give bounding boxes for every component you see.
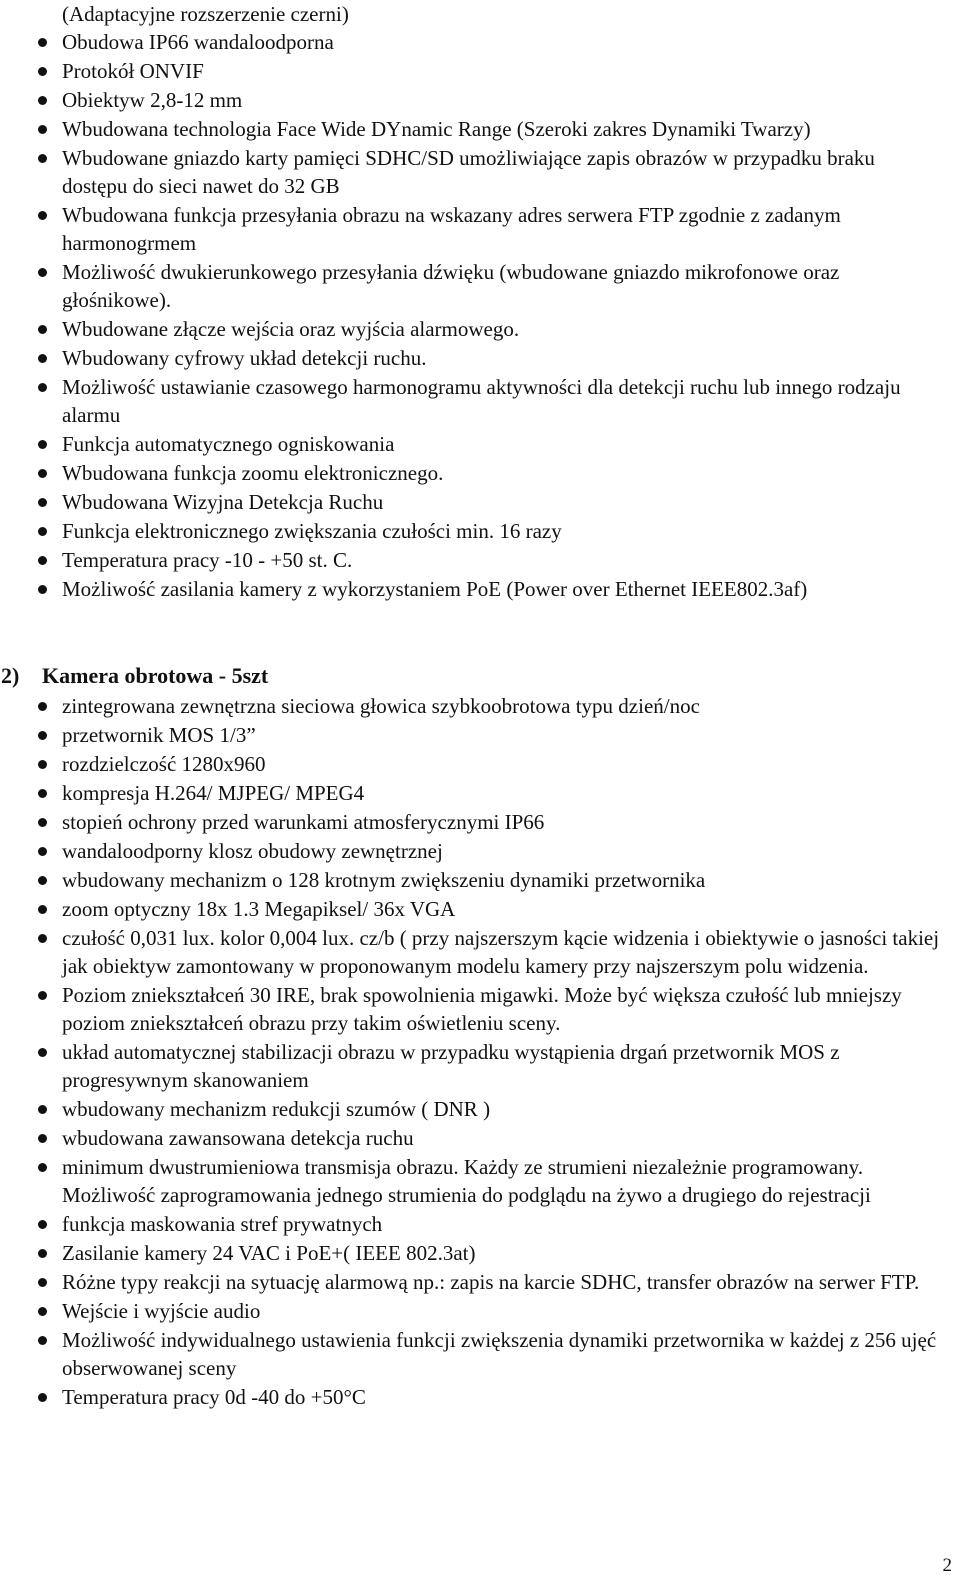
list-item: funkcja maskowania stref prywatnych [0,1210,960,1238]
list-item: Temperatura pracy 0d -40 do +50°C [0,1383,960,1411]
list-item: Temperatura pracy -10 - +50 st. C. [0,546,960,574]
list-item: Obiektyw 2,8-12 mm [0,86,960,114]
feature-list-continued [0,0,960,604]
list-item: zintegrowana zewnętrzna sieciowa głowica szybkoobrotowa typu dzień/noc [0,692,960,720]
list-item: rozdzielczość 1280x960 [0,750,960,778]
list-item: Różne typy reakcji na sytuację alarmową np.: zapis na karcie SDHC, transfer obrazów na serwer FTP. [0,1268,960,1296]
list-item: Możliwość ustawianie czasowego harmonogramu aktywności dla detekcji ruchu lub innego rodzaju alarmu [0,373,960,429]
list-item: zoom optyczny 18x 1.3 Megapiksel/ 36x VGA [0,895,960,923]
list-item: Wbudowana funkcja zoomu elektronicznego. [0,459,960,487]
list-item: wandaloodporny klosz obudowy zewnętrznej [0,837,960,865]
list-item: Wbudowany cyfrowy układ detekcji ruchu. [0,344,960,372]
list-item: stopień ochrony przed warunkami atmosferycznymi IP66 [0,808,960,836]
list-item: Wbudowane złącze wejścia oraz wyjścia alarmowego. [0,315,960,343]
list-item: minimum dwustrumieniowa transmisja obrazu. Każdy ze strumieni niezależnie programowany. Możliwość zaprogramowania jednego strumienia do podglądu na żywo a drugiego do rejestracji [0,1153,960,1209]
page-number: 2 [942,1555,952,1576]
list-item: Funkcja elektronicznego zwiększania czułości min. 16 razy [0,517,960,545]
list-item: Wejście i wyjście audio [0,1297,960,1325]
list-item: Obudowa IP66 wandaloodporna [0,28,960,56]
list-item: wbudowany mechanizm o 128 krotnym zwiększeniu dynamiki przetwornika [0,866,960,894]
camera1-feature-list [0,28,960,603]
section-number: 2) [1,663,20,688]
camera2-feature-list [0,692,960,1411]
list-item: Funkcja automatycznego ogniskowania [0,430,960,458]
list-item: Zasilanie kamery 24 VAC i PoE+( IEEE 802.3at) [0,1239,960,1267]
continuation-text: (Adaptacyjne rozszerzenie czerni) [62,2,349,26]
list-item: Możliwość zasilania kamery z wykorzystaniem PoE (Power over Ethernet IEEE802.3af) [0,575,960,603]
list-item: wbudowana zawansowana detekcja ruchu [0,1124,960,1152]
rotary-camera-spec [0,692,960,1412]
list-item: Wbudowana Wizyjna Detekcja Ruchu [0,488,960,516]
list-item: Wbudowana technologia Face Wide DYnamic Range (Szeroki zakres Dynamiki Twarzy) [0,115,960,143]
list-item: Poziom zniekształceń 30 IRE, brak spowolnienia migawki. Może być większa czułość lub mniejszy poziom zniekształceń obrazu przy takim oświetleniu sceny. [0,981,960,1037]
list-item: układ automatycznej stabilizacji obrazu w przypadku wystąpienia drgań przetwornik MOS z progresywnym skanowaniem [0,1038,960,1094]
list-item: kompresja H.264/ MJPEG/ MPEG4 [0,779,960,807]
list-item: Możliwość dwukierunkowego przesyłania dźwięku (wbudowane gniazdo mikrofonowe oraz głośnikowe). [0,258,960,314]
list-item: Możliwość indywidualnego ustawienia funkcji zwiększenia dynamiki przetwornika w każdej z 256 ujęć obserwowanej sceny [0,1326,960,1382]
list-item: Wbudowane gniazdo karty pamięci SDHC/SD umożliwiające zapis obrazów w przypadku braku dostępu do sieci nawet do 32 GB [0,144,960,200]
list-item: Protokół ONVIF [0,57,960,85]
list-item: czułość 0,031 lux. kolor 0,004 lux. cz/b ( przy najszerszym kącie widzenia i obiektywie o jasności takiej jak obiektyw zamontowany w proponowanym modelu kamery przy najszerszym polu widzenia. [0,924,960,980]
list-item: przetwornik MOS 1/3” [0,721,960,749]
section-title: Kamera obrotowa - 5szt [42,663,269,688]
list-item: wbudowany mechanizm redukcji szumów ( DNR ) [0,1095,960,1123]
list-item: Wbudowana funkcja przesyłania obrazu na wskazany adres serwera FTP zgodnie z zadanym harmonogrmem [0,201,960,257]
